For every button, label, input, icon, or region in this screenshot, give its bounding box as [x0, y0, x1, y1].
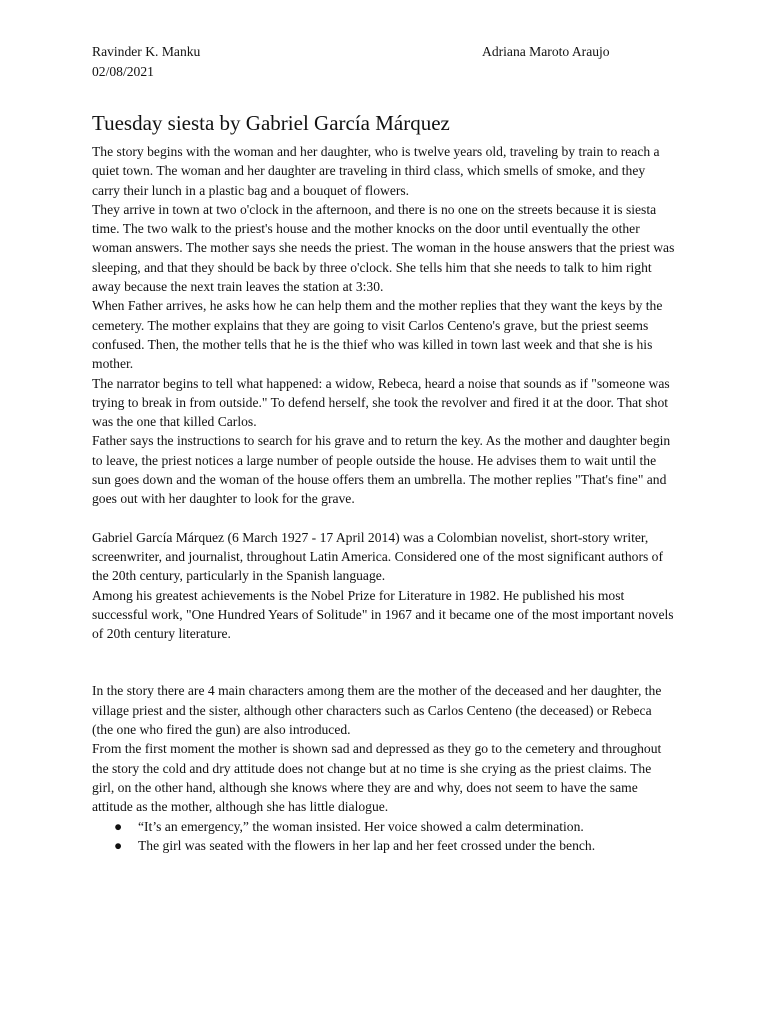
document-date: 02/08/2021 [92, 64, 154, 79]
analysis-paragraph: In the story there are 4 main characters among them are the mother of the deceased and her daughter, the village priest and the sister, although other characters such as Carlos Centeno (the deceased) or Rebeca (the one who fired the gun) are also introduced. [92, 683, 662, 738]
author-bio-paragraph: Among his greatest achievements is the Nobel Prize for Literature in 1982. He published his most successful work, "One Hundred Years of Solitude" in 1967 and it became one of the most important novels of 20th century literature. [92, 587, 674, 642]
quote-text: “It’s an emergency,” the woman insisted. Her voice showed a calm determination. [138, 818, 584, 834]
author-bio-section [92, 528, 676, 644]
summary-paragraph: The narrator begins to tell what happened: a widow, Rebeca, heard a noise that sounds as if "someone was trying to break in from outside." To defend herself, she took the revolver and fired it at the door. That shot was the one that killed Carlos. [92, 375, 670, 430]
author-name-left: Ravinder K. Manku [92, 44, 201, 59]
author-bio-paragraph: Gabriel García Márquez (6 March 1927 - 17 April 2014) was a Colombian novelist, short-story writer, screenwriter, and journalist, throughout Latin America. Considered one of the most significant authors of the 20th century, particularly in the Spanish language. [92, 529, 664, 584]
document-page [92, 42, 676, 855]
quote-list [92, 817, 676, 856]
author-name-right: Adriana Maroto Araujo [482, 44, 610, 59]
document-header [92, 42, 676, 82]
quote-list-item [92, 817, 676, 836]
summary-paragraph: They arrive in town at two o'clock in the afternoon, and there is no one on the streets because it is siesta time. The two walk to the priest's house and the mother knocks on the door until eventually the other woman answers. The mother says she needs the priest. The woman in the house answers that the priest was sleeping, and that they should be back by three o'clock. She tells him that she needs to talk to him right away because the next train leaves the station at 3:30. [92, 201, 675, 295]
summary-paragraph: The story begins with the woman and her daughter, who is twelve years old, traveling by train to reach a quiet town. The woman and her daughter are traveling in third class, which smells of smoke, and they carry their lunch in a plastic bag and a bouquet of flowers. [92, 144, 660, 198]
summary-paragraph: When Father arrives, he asks how he can help them and the mother replies that they want the keys by the cemetery. The mother explains that they are going to visit Carlos Centeno's grave, but the priest seems confused. Then, the mother tells that he is the thief who was killed in town last week and that she is his mother. [92, 298, 663, 372]
bullet-icon: ● [114, 837, 123, 853]
analysis-paragraph: From the first moment the mother is shown sad and depressed as they go to the cemetery and throughout the story the cold and dry attitude does not change but at no time is she crying as the priest claims. The girl, on the other hand, although she knows where they are and why, does not seem to have the same attitude as the mother, although she has little dialogue. [92, 741, 662, 815]
paragraph-spacer [92, 643, 676, 681]
quote-text: The girl was seated with the flowers in her lap and her feet crossed under the bench. [138, 837, 596, 853]
paragraph-spacer [92, 509, 676, 528]
document-title: Tuesday siesta by Gabriel García Márquez [92, 111, 450, 135]
summary-paragraph: Father says the instructions to search for his grave and to return the key. As the mother and daughter begin to leave, the priest notices a large number of people outside the house. He advises them to wait until the sun goes down and the woman of the house offers them an umbrella. The mother replies "That's fine" and goes out with her daughter to look for the grave. [92, 433, 671, 507]
quote-list-item [92, 836, 676, 855]
bullet-icon: ● [114, 818, 123, 834]
story-summary-section [92, 142, 676, 509]
character-analysis-section [92, 681, 676, 816]
